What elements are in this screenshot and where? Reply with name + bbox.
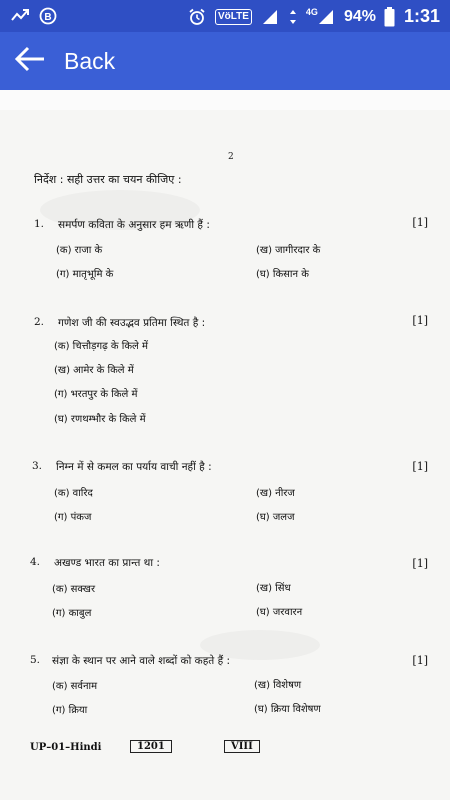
class-box: VIII — [224, 740, 260, 753]
status-bar — [0, 0, 450, 32]
volte-badge: VöLTE — [215, 9, 252, 25]
back-label: Back — [64, 47, 116, 74]
battery-percent: 94% — [343, 7, 376, 25]
option: (ग) मातृभूमि के — [56, 269, 114, 280]
arrow-left-icon — [14, 46, 46, 76]
paper-code: UP–01–Hindi — [30, 742, 102, 753]
question-text: संज्ञा के स्थान पर आने वाले शब्दों को कहते हैं : — [52, 655, 231, 667]
option: (क) चित्तौड़गढ़ के किले में — [54, 341, 148, 352]
status-bar-left — [10, 6, 58, 26]
option: (ग) पंकज — [54, 512, 92, 523]
option: (क) राजा के — [56, 245, 103, 256]
app-bar — [0, 32, 450, 90]
option: (घ) क्रिया विशेषण — [254, 704, 321, 715]
option: (घ) रणथम्भौर के किले में — [54, 414, 146, 425]
svg-text:B: B — [44, 12, 52, 23]
question-marks: [1] — [412, 654, 428, 667]
scanned-page — [0, 110, 450, 800]
question-text: गणेश जी की स्वउद्भव प्रतिमा स्थित है : — [58, 317, 206, 329]
question-marks: [1] — [412, 557, 428, 570]
question-number: 1. — [34, 218, 45, 230]
option: (ख) सिंध — [256, 583, 291, 594]
code-box: 1201 — [130, 740, 172, 753]
alarm-icon — [187, 7, 207, 27]
question-marks: [1] — [412, 314, 428, 327]
signal-strength-icon — [316, 7, 336, 27]
option: (ख) नीरज — [256, 488, 295, 499]
clock: 1:31 — [403, 6, 440, 26]
option: (घ) किसान के — [256, 269, 309, 280]
status-bar-right — [187, 6, 440, 27]
question-marks: [1] — [412, 216, 428, 229]
question-number: 4. — [30, 556, 41, 568]
option: (ख) जागीरदार के — [256, 245, 321, 256]
network-type: 4G — [305, 6, 318, 17]
page-number: 2 — [228, 152, 234, 162]
question-number: 2. — [34, 316, 45, 328]
option: (ग) क्रिया — [52, 705, 88, 716]
question-marks: [1] — [412, 460, 428, 473]
option: (ख) विशेषण — [254, 680, 302, 691]
option: (घ) जरवारन — [256, 607, 303, 618]
instruction: निर्देश : सही उत्तर का चयन कीजिए : — [34, 173, 182, 186]
option: (क) वारिद — [54, 488, 93, 499]
question-text: समर्पण कविता के अनुसार हम ऋणी हैं : — [58, 219, 210, 231]
question-number: 5. — [30, 654, 41, 666]
question-text: अखण्ड भारत का प्रान्त था : — [54, 557, 160, 569]
option: (ग) काबुल — [52, 608, 92, 619]
data-transfer-icon — [288, 7, 298, 27]
option: (क) सक्खर — [52, 584, 96, 595]
question-number: 3. — [32, 460, 43, 472]
document-viewer[interactable] — [0, 90, 450, 800]
option: (क) सर्वनाम — [52, 681, 98, 692]
option: (ग) भरतपुर के किले में — [54, 389, 138, 400]
battery-icon — [384, 7, 396, 27]
trend-icon — [10, 6, 30, 26]
b-circle-icon — [38, 6, 58, 26]
option: (ख) आमेर के किले में — [54, 365, 134, 376]
option: (घ) जलज — [256, 512, 295, 523]
question-text: निम्न में से कमल का पर्याय वाची नहीं है : — [56, 461, 212, 473]
back-button[interactable] — [14, 46, 115, 76]
signal-icon — [260, 7, 280, 27]
